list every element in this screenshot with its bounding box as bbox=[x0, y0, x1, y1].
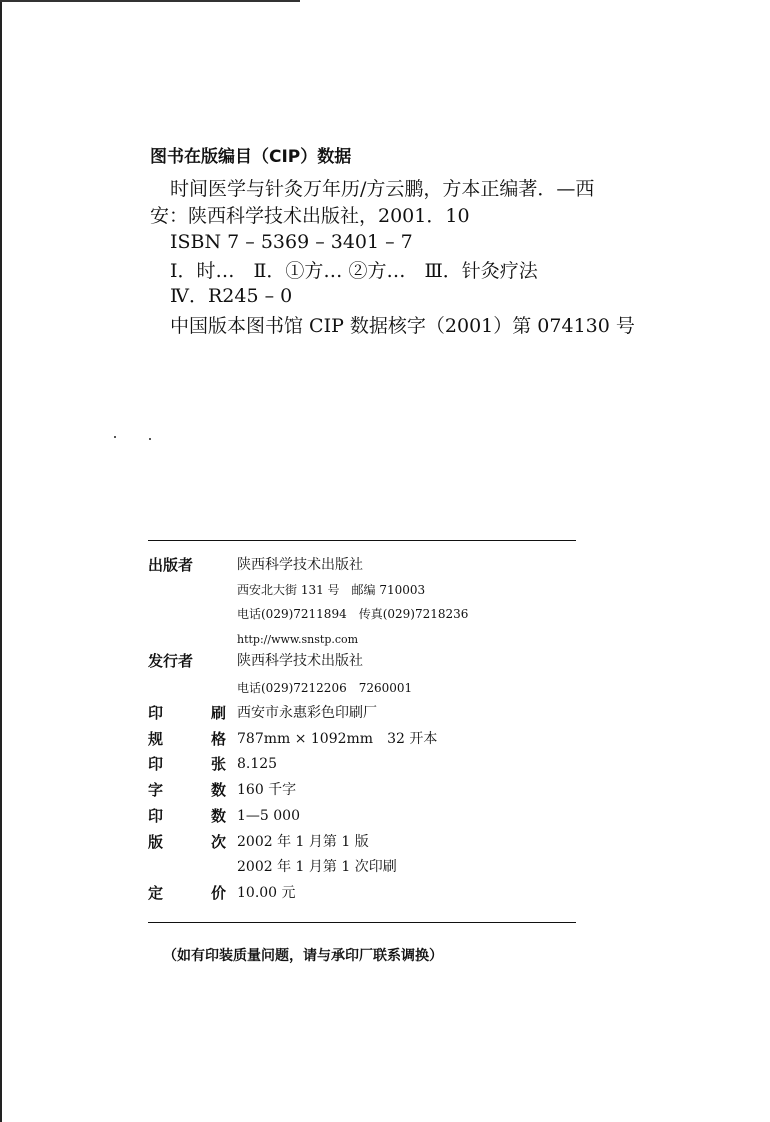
printer: 西安市永惠彩色印刷厂 bbox=[237, 705, 377, 721]
label-char: 版 bbox=[148, 833, 164, 851]
label-char: 定 bbox=[148, 884, 164, 902]
cip-line2: 安：陕西科学技术出版社，2001．10 bbox=[150, 205, 470, 227]
cip-line1: 时间医学与针灸万年历/方云鹏，方本正编著．—西 bbox=[170, 178, 595, 200]
cip-isbn: ISBN 7 – 5369 – 3401 – 7 bbox=[170, 231, 413, 253]
label-char: 数 bbox=[210, 807, 226, 825]
speck bbox=[114, 436, 116, 438]
printing: 2002 年 1 月第 1 次印刷 bbox=[237, 859, 397, 875]
price-label bbox=[148, 883, 226, 903]
print-run-label bbox=[148, 806, 226, 826]
page-edge-left bbox=[0, 0, 2, 1122]
edition-label bbox=[148, 832, 226, 852]
label-char: 印 bbox=[148, 755, 164, 773]
distributor-label: 发行者 bbox=[148, 652, 194, 670]
printer-label bbox=[148, 703, 226, 723]
distributor-phone: 电话(029)7212206 7260001 bbox=[237, 681, 413, 695]
words-label bbox=[148, 780, 226, 800]
sheets-label bbox=[148, 754, 226, 774]
edition: 2002 年 1 月第 1 版 bbox=[237, 834, 369, 850]
top-rule bbox=[148, 540, 576, 541]
speck bbox=[149, 438, 151, 440]
words: 160 千字 bbox=[237, 782, 297, 798]
print-run: 1—5 000 bbox=[237, 808, 300, 824]
label-char: 印 bbox=[148, 704, 164, 722]
cip-record: 中国版本图书馆 CIP 数据核字（2001）第 074130 号 bbox=[170, 315, 635, 337]
label-char: 规 bbox=[148, 730, 164, 748]
label-char: 格 bbox=[210, 730, 226, 748]
label-char: 字 bbox=[148, 781, 164, 799]
sheets: 8.125 bbox=[237, 756, 278, 772]
publisher-label: 出版者 bbox=[148, 556, 194, 574]
page-edge-top bbox=[0, 0, 300, 2]
label-char: 数 bbox=[210, 781, 226, 799]
label-char: 张 bbox=[210, 755, 226, 773]
label-char: 刷 bbox=[210, 704, 226, 722]
publisher-phone: 电话(029)7211894 传真(029)7218236 bbox=[237, 607, 469, 621]
publisher-address: 西安北大街 131 号 邮编 710003 bbox=[237, 583, 426, 597]
label-char: 价 bbox=[210, 884, 226, 902]
publisher-url: http://www.snstp.com bbox=[237, 633, 359, 646]
format: 787mm × 1092mm 32 开本 bbox=[237, 731, 438, 747]
cip-subjects: Ⅰ．时… Ⅱ．①方… ②方… Ⅲ．针灸疗法 bbox=[170, 260, 538, 282]
cip-heading: 图书在版编目（CIP）数据 bbox=[150, 147, 352, 167]
price: 10.00 元 bbox=[237, 885, 296, 901]
label-char: 次 bbox=[210, 833, 226, 851]
distributor: 陕西科学技术出版社 bbox=[237, 653, 363, 669]
footer-note: （如有印装质量问题，请与承印厂联系调换） bbox=[163, 948, 443, 964]
publisher: 陕西科学技术出版社 bbox=[237, 557, 363, 573]
cip-classification: Ⅳ．R245 – 0 bbox=[170, 285, 293, 307]
label-char: 印 bbox=[148, 807, 164, 825]
bottom-rule bbox=[148, 922, 576, 923]
format-label bbox=[148, 729, 226, 749]
